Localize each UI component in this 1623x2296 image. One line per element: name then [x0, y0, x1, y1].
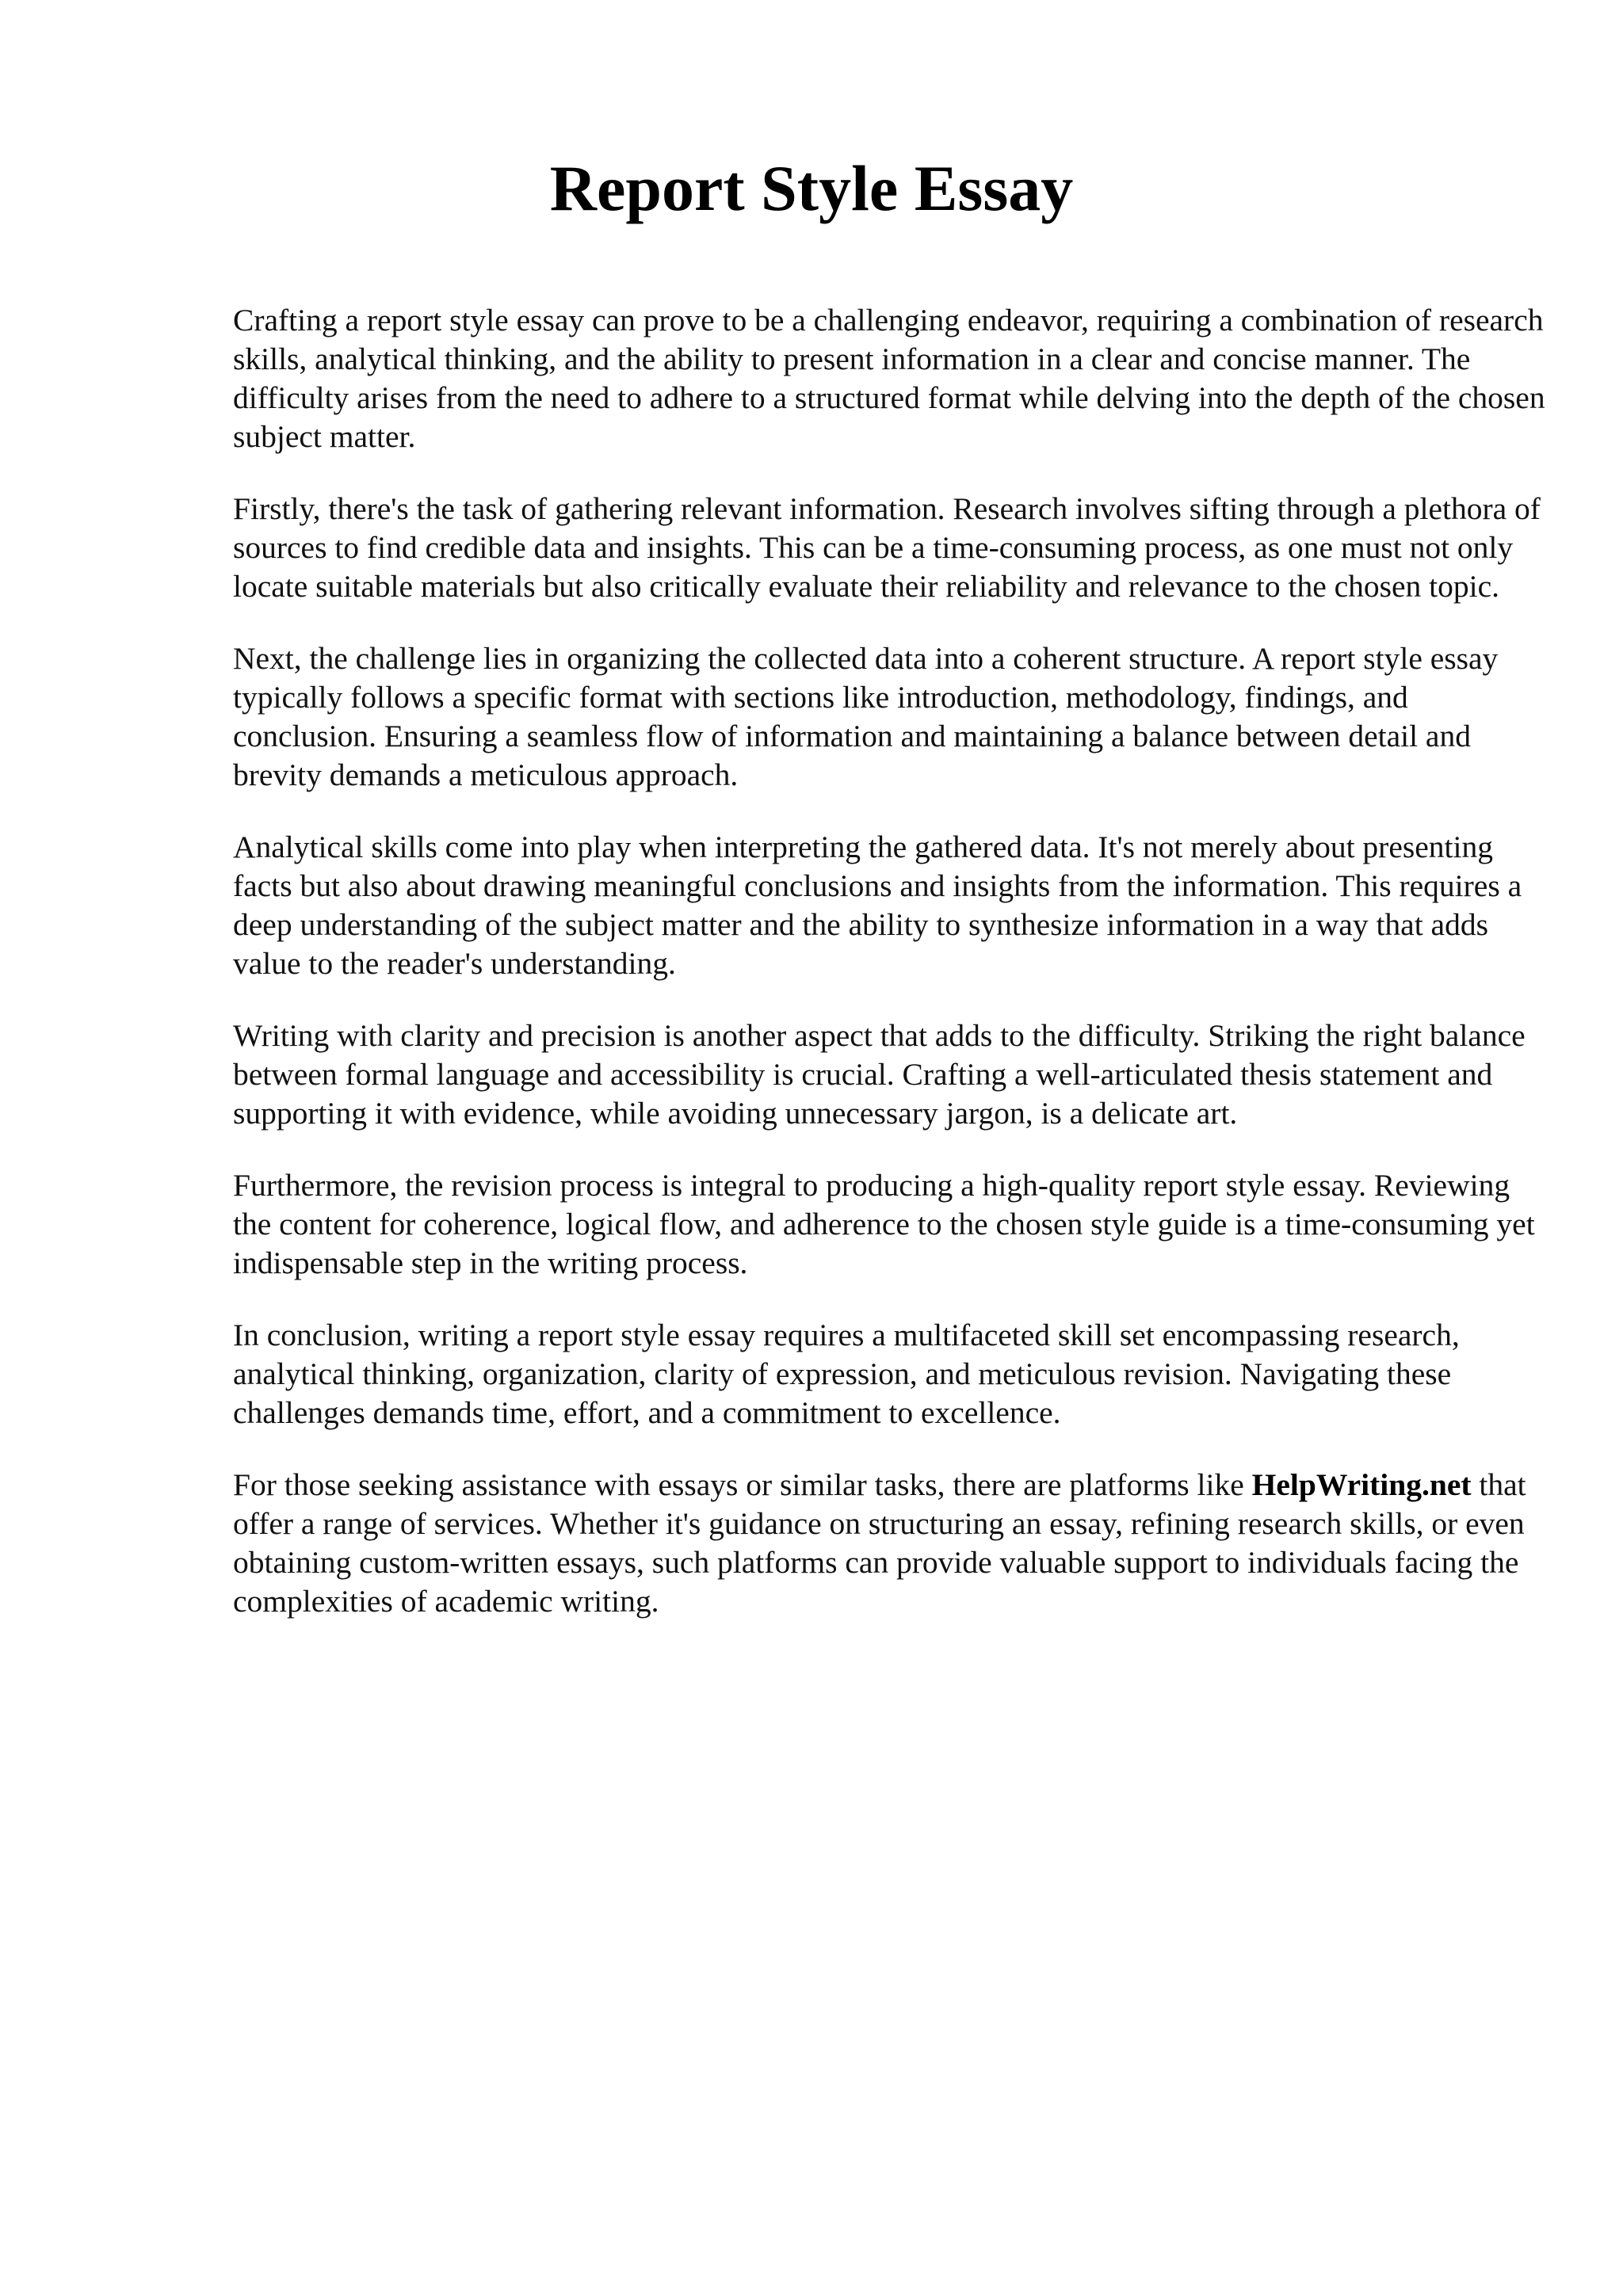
- paragraph-intro: Crafting a report style essay can prove to be a challenging endeavor, requiring a combination of research skills, analytical thinking, and the ability to present information in a clear and concise manner. The difficulty arises from the need to adhere to a structured format while delving into the depth of the chosen subject matter.: [233, 303, 1545, 454]
- paragraph-structure: Next, the challenge lies in organizing the collected data into a coherent structure. A report style essay typically follows a specific format with sections like introduction, methodology, findings, and conclusion. Ensuring a seamless flow of information and maintaining a balance between detail and brevity demands a meticulous approach.: [233, 641, 1499, 792]
- document-title: Report Style Essay: [549, 152, 1074, 224]
- paragraph-revision: Furthermore, the revision process is integral to producing a high-quality report style essay. Reviewing the content for coherence, logical flow, and adherence to the chosen style guide is a time-consuming yet indispensable step in the writing process.: [233, 1168, 1535, 1280]
- paragraph-assistance: [233, 1466, 1549, 1621]
- paragraph-conclusion: In conclusion, writing a report style essay requires a multifaceted skill set encompassing research, analytical thinking, organization, clarity of expression, and meticulous revision. Navigating these challenges demands time, effort, and a commitment to excellence.: [233, 1318, 1460, 1430]
- paragraph-analysis: Analytical skills come into play when interpreting the gathered data. It's not merely about presenting facts but also about drawing meaningful conclusions and insights from the information. This requires a deep understanding of the subject matter and the ability to synthesize information in a way that adds value to the reader's understanding.: [233, 830, 1522, 981]
- brand-name: HelpWriting.net: [1251, 1467, 1472, 1502]
- assistance-text-before: For those seeking assistance with essays or similar tasks, there are platforms like: [233, 1467, 1244, 1502]
- paragraph-research: Firstly, there's the task of gathering relevant information. Research involves sifting through a plethora of sources to find credible data and insights. This can be a time-consuming process, as one must not only locate suitable materials but also critically evaluate their reliability and relevance to the chosen topic.: [233, 491, 1541, 604]
- essay-body: [233, 301, 1549, 1654]
- paragraph-clarity: Writing with clarity and precision is another aspect that adds to the difficulty. Striking the right balance between formal language and accessibility is crucial. Crafting a well-articulated thesis statement and supporting it with evidence, while avoiding unnecessary jargon, is a delicate art.: [233, 1018, 1526, 1131]
- assistance-text-after: that offer a range of services. Whether it's guidance on structuring an essay, refining research skills, or even obtaining custom-written essays, such platforms can provide valuable support to individuals facing the complexities of academic writing.: [233, 1467, 1526, 1619]
